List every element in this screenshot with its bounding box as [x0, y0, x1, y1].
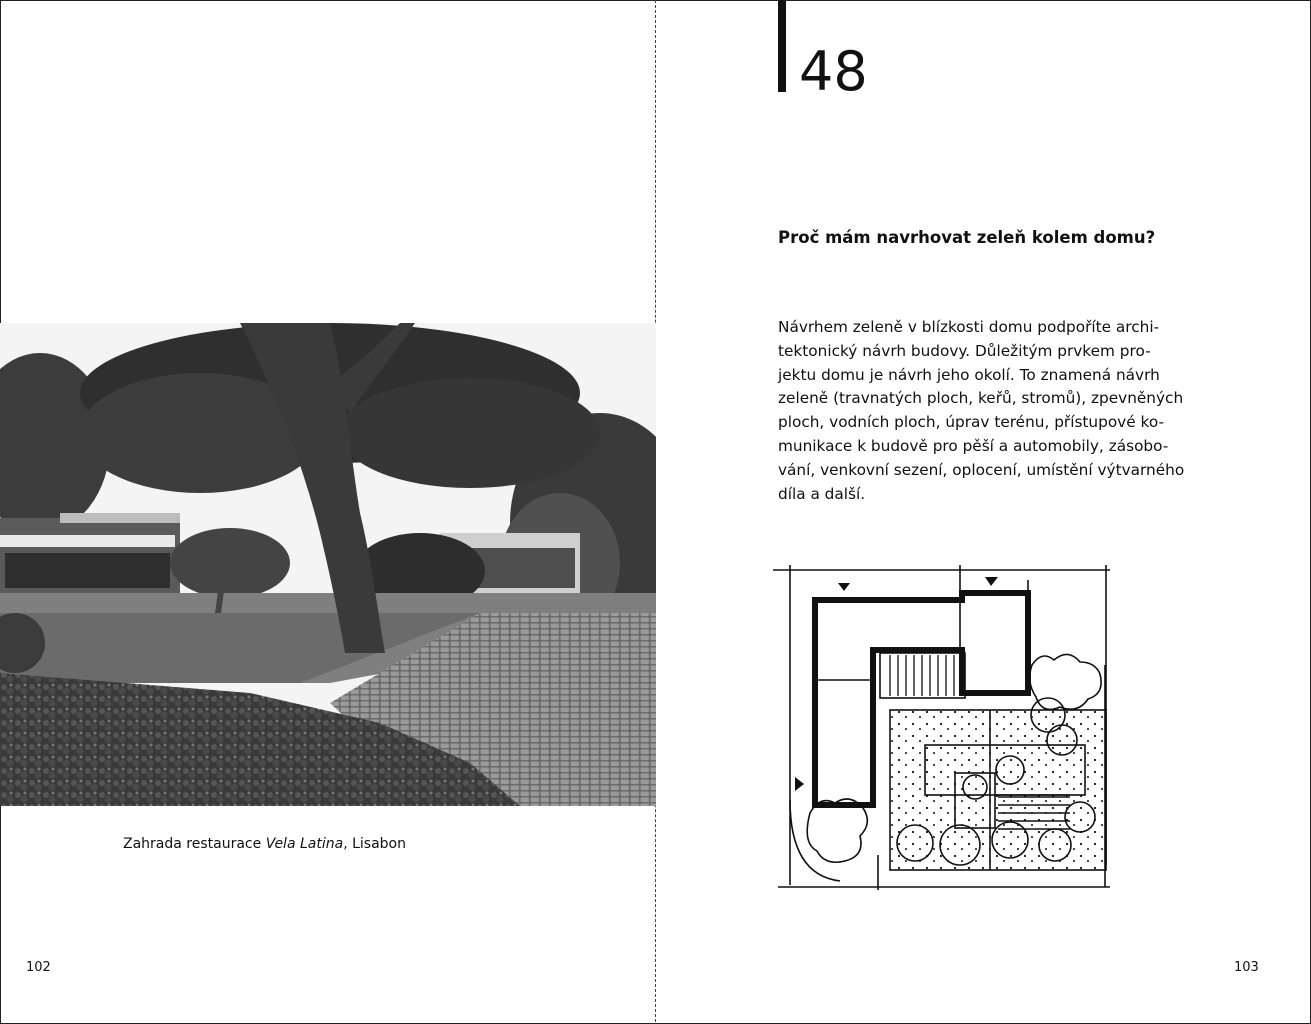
paragraph-line: jektu domu je návrh jeho okolí. To znamená návrh	[778, 365, 1160, 384]
paragraph-line: ploch, vodních ploch, úprav terénu, přístupové ko-	[778, 413, 1164, 432]
paragraph-line: tektonický návrh budovy. Důležitým prvkem pro-	[778, 341, 1151, 360]
paragraph-line: zeleně (travnatých ploch, keřů, stromů), zpevněných	[778, 389, 1184, 408]
paragraph-line: Návrhem zeleně v blízkosti domu podpoříte archi-	[778, 318, 1160, 336]
garden-photo	[0, 323, 656, 806]
paragraph-line: munikace k budově pro pěší a automobily, zásobo-	[778, 436, 1169, 455]
section-question-heading: Proč mám navrhovat zeleň kolem domu?	[778, 228, 1156, 247]
page-number-left: 102	[26, 960, 51, 975]
caption-venue-name: Vela Latina	[265, 836, 344, 852]
body-paragraph	[778, 316, 1198, 506]
site-plan-sketch	[770, 565, 1115, 895]
chapter-number: 48	[799, 40, 868, 103]
chapter-marker-bar	[778, 0, 786, 92]
paragraph-line: díla a další.	[778, 484, 866, 503]
photo-caption: Zahrada restaurace Vela Latina, Lisabon	[123, 836, 406, 852]
paragraph-line: vání, venkovní sezení, oplocení, umístění výtvarného	[778, 460, 1185, 479]
page-number-right: 103	[1234, 960, 1259, 975]
